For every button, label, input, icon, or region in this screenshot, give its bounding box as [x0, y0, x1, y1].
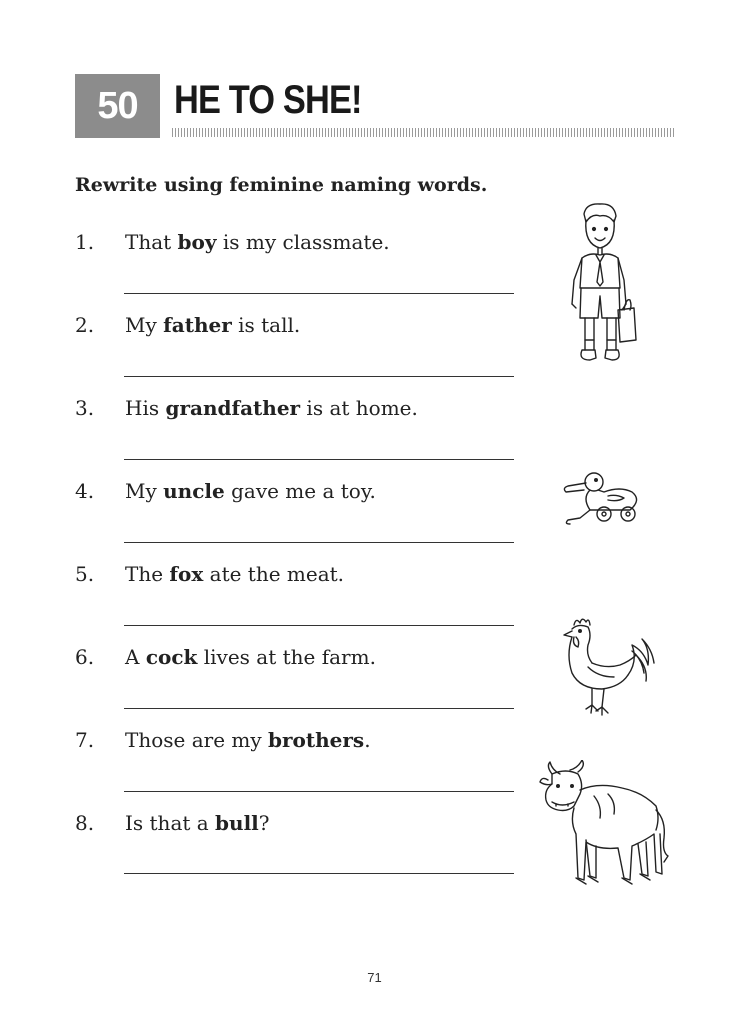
keyword: father	[163, 313, 232, 337]
question-number: 8.	[75, 811, 95, 835]
keyword: boy	[177, 230, 217, 254]
keyword: cock	[145, 645, 198, 669]
lesson-number: 50	[97, 84, 138, 127]
answer-line[interactable]	[124, 873, 514, 874]
keyword: brothers	[268, 728, 365, 752]
question-number: 2.	[75, 313, 95, 337]
question-number: 5.	[75, 562, 95, 586]
question-sentence: My father is tall.	[125, 313, 301, 337]
question-sentence: The fox ate the meat.	[125, 562, 345, 586]
answer-line[interactable]	[124, 625, 514, 626]
question-sentence: That boy is my classmate.	[125, 230, 390, 254]
bull-illustration	[538, 760, 678, 895]
answer-line[interactable]	[124, 791, 514, 792]
answer-line[interactable]	[124, 542, 514, 543]
rooster-illustration	[558, 615, 656, 720]
page-title: HE TO SHE!	[174, 78, 362, 122]
question-sentence: Is that a bull?	[125, 811, 270, 835]
question-number: 4.	[75, 479, 95, 503]
instruction-text: Rewrite using feminine naming words.	[75, 174, 488, 196]
answer-line[interactable]	[124, 293, 514, 294]
keyword: fox	[169, 562, 204, 586]
toy-duck-illustration	[560, 468, 642, 533]
question-number: 1.	[75, 230, 95, 254]
page-number: 71	[367, 970, 382, 985]
keyword: grandfather	[165, 396, 301, 420]
keyword: bull	[215, 811, 259, 835]
answer-line[interactable]	[124, 708, 514, 709]
boy-illustration	[560, 200, 640, 370]
keyword: uncle	[163, 479, 225, 503]
question-sentence: His grandfather is at home.	[125, 396, 418, 420]
answer-line[interactable]	[124, 459, 514, 460]
question-sentence: A cock lives at the farm.	[125, 645, 376, 669]
question-number: 6.	[75, 645, 95, 669]
question-sentence: My uncle gave me a toy.	[125, 479, 376, 503]
question-number: 7.	[75, 728, 95, 752]
question-sentence: Those are my brothers.	[125, 728, 371, 752]
question-number: 3.	[75, 396, 95, 420]
lesson-number-box	[75, 74, 160, 138]
title-dotted-rule	[172, 128, 675, 137]
answer-line[interactable]	[124, 376, 514, 377]
